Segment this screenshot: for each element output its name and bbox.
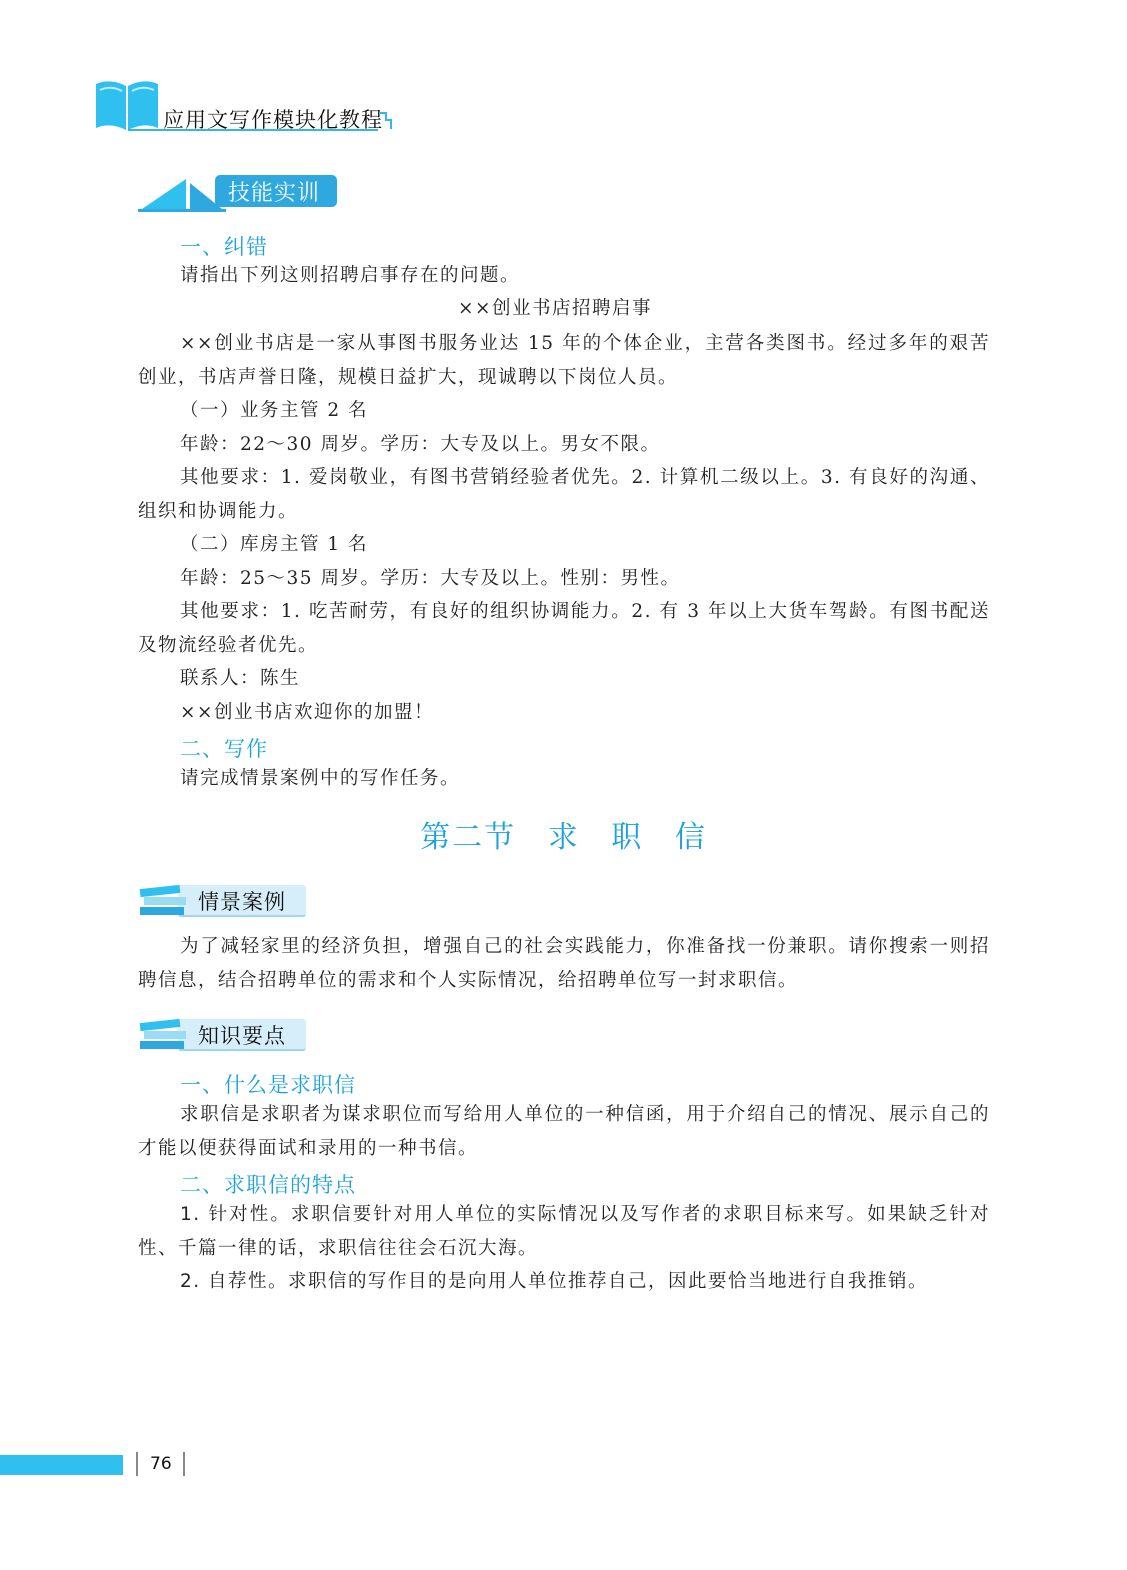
section-number: 第二节: [420, 820, 517, 855]
knowledge-paragraph-1: 求职信是求职者为谋求职位而写给用人单位的一种信函，用于介绍自己的情况、展示自己的才能以便获得面试和录用的一种书信。: [138, 1104, 990, 1159]
writing-instruction: 请完成情景案例中的写作任务。: [180, 768, 461, 789]
notice-intro: ××创业书店是一家从事图书服务业达 15 年的个体企业，主营各类图书。经过多年的艰苦创业，书店声誉日隆，规模日益扩大，现诚聘以下岗位人员。: [138, 333, 990, 388]
notice-title: ××创业书店招聘启事: [458, 298, 653, 319]
section-title-char-2: 职: [611, 820, 644, 855]
open-book-icon: [94, 78, 160, 134]
position1-other: 其他要求：1. 爱岗敬业，有图书营销经验者优先。2. 计算机二级以上。3. 有良好的沟通、组织和协调能力。: [138, 467, 990, 522]
position1-requirements: 年龄：22～30 周岁。学历：大专及以上。男女不限。: [180, 434, 661, 455]
notice-closing: ××创业书店欢迎你的加盟！: [180, 702, 435, 723]
footer-bar: [0, 1455, 123, 1475]
correction-heading: 一、纠错: [180, 235, 268, 259]
knowledge-heading-2: 二、求职信的特点: [180, 1173, 356, 1197]
stacked-books-icon: [138, 1017, 190, 1051]
notice-contact: 联系人：陈生: [180, 668, 301, 689]
header-end-mark: [378, 112, 392, 130]
stacked-books-icon: [138, 883, 190, 917]
book-title: 应用文写作模块化教程: [163, 108, 383, 132]
position1-title: （一）业务主管 2 名: [180, 400, 369, 421]
knowledge-paragraph-3: 2. 自荐性。求职信的写作目的是向用人单位推荐自己，因此要恰当地进行自我推销。: [180, 1271, 929, 1292]
skill-training-label: 技能实训: [228, 181, 321, 206]
position2-requirements: 年龄：25～35 周岁。学历：大专及以上。性别：男性。: [180, 568, 681, 589]
footer-divider: [136, 1452, 138, 1476]
footer-divider: [183, 1452, 185, 1476]
sail-icon: [138, 175, 226, 213]
knowledge-label: 知识要点: [198, 1024, 286, 1048]
scenario-label: 情景案例: [198, 890, 286, 914]
knowledge-heading-1: 一、什么是求职信: [180, 1073, 356, 1097]
position2-title: （二）库房主管 1 名: [180, 534, 369, 555]
scenario-text: 为了减轻家里的经济负担，增强自己的社会实践能力，你准备找一份兼职。请你搜索一则招聘信息，结合招聘单位的需求和个人实际情况，给招聘单位写一封求职信。: [138, 936, 990, 991]
section-title-char-3: 信: [674, 820, 707, 855]
knowledge-paragraph-2: 1. 针对性。求职信要针对用人单位的实际情况以及写作者的求职目标来写。如果缺乏针对性、千篇一律的话，求职信往往会石沉大海。: [138, 1204, 990, 1259]
page-number: 76: [150, 1454, 172, 1474]
position2-other: 其他要求：1. 吃苦耐劳，有良好的组织协调能力。2. 有 3 年以上大货车驾龄。有图书配送及物流经验者优先。: [138, 601, 990, 656]
section-title: [0, 812, 1127, 856]
correction-instruction: 请指出下列这则招聘启事存在的问题。: [180, 265, 521, 286]
writing-heading: 二、写作: [180, 737, 268, 761]
section-title-char-1: 求: [547, 820, 580, 855]
